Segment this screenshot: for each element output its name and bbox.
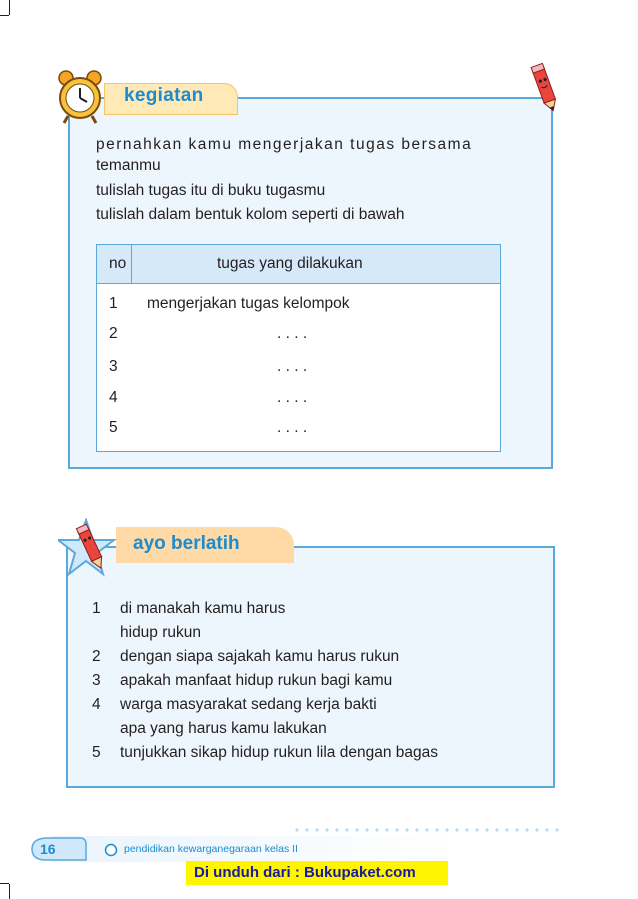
clock-icon (56, 66, 104, 126)
column-header-task: tugas yang dilakukan (217, 255, 363, 272)
activity-line-2: temanmu (96, 157, 161, 174)
book-title: pendidikan kewarganegaraan kelas II (124, 843, 298, 855)
table-header (97, 245, 500, 284)
row-number: 2 (109, 325, 118, 342)
decorative-dots (292, 826, 560, 834)
row-task: . . . . (277, 358, 308, 375)
crop-mark (9, 0, 10, 15)
question-text: dengan siapa sajakah kamu harus rukun (120, 648, 400, 665)
exercise-title: ayo berlatih (133, 533, 240, 554)
row-task: . . . . (277, 419, 308, 436)
divider (131, 245, 132, 283)
row-number: 4 (109, 389, 118, 406)
row-task: . . . . (277, 389, 308, 406)
page-number: 16 (40, 841, 56, 857)
question-text: warga masyarakat sedang kerja bakti (120, 696, 377, 713)
page-badge (28, 836, 88, 862)
question-number: 5 (92, 744, 101, 761)
crop-mark (9, 884, 10, 899)
crop-mark (0, 15, 9, 16)
question-number: 2 (92, 648, 101, 665)
question-number: 1 (92, 600, 101, 617)
column-header-no: no (109, 255, 127, 272)
question-text: di manakah kamu harus (120, 600, 286, 617)
question-number: 4 (92, 696, 101, 713)
activity-title: kegiatan (124, 85, 204, 106)
row-task: . . . . (277, 325, 308, 342)
question-number: 3 (92, 672, 101, 689)
row-task: mengerjakan tugas kelompok (147, 295, 350, 312)
pencil-icon (530, 62, 560, 114)
question-text: apakah manfaat hidup rukun bagi kamu (120, 672, 393, 689)
book-icon (104, 843, 118, 857)
row-number: 3 (109, 358, 118, 375)
activity-line-1: pernahkan kamu mengerjakan tugas bersama (96, 136, 473, 153)
activity-line-4: tulislah dalam bentuk kolom seperti di bawah (96, 206, 405, 223)
activity-line-3: tulislah tugas itu di buku tugasmu (96, 182, 326, 199)
row-number: 5 (109, 419, 118, 436)
task-table (96, 244, 501, 452)
question-text: hidup rukun (120, 624, 202, 641)
question-text: apa yang harus kamu lakukan (120, 720, 327, 737)
crop-mark (0, 883, 9, 884)
question-text: tunjukkan sikap hidup rukun lila dengan bagas (120, 744, 438, 761)
row-number: 1 (109, 295, 118, 312)
source-text: Di unduh dari : Bukupaket.com (194, 864, 416, 881)
star-icon (58, 518, 136, 584)
